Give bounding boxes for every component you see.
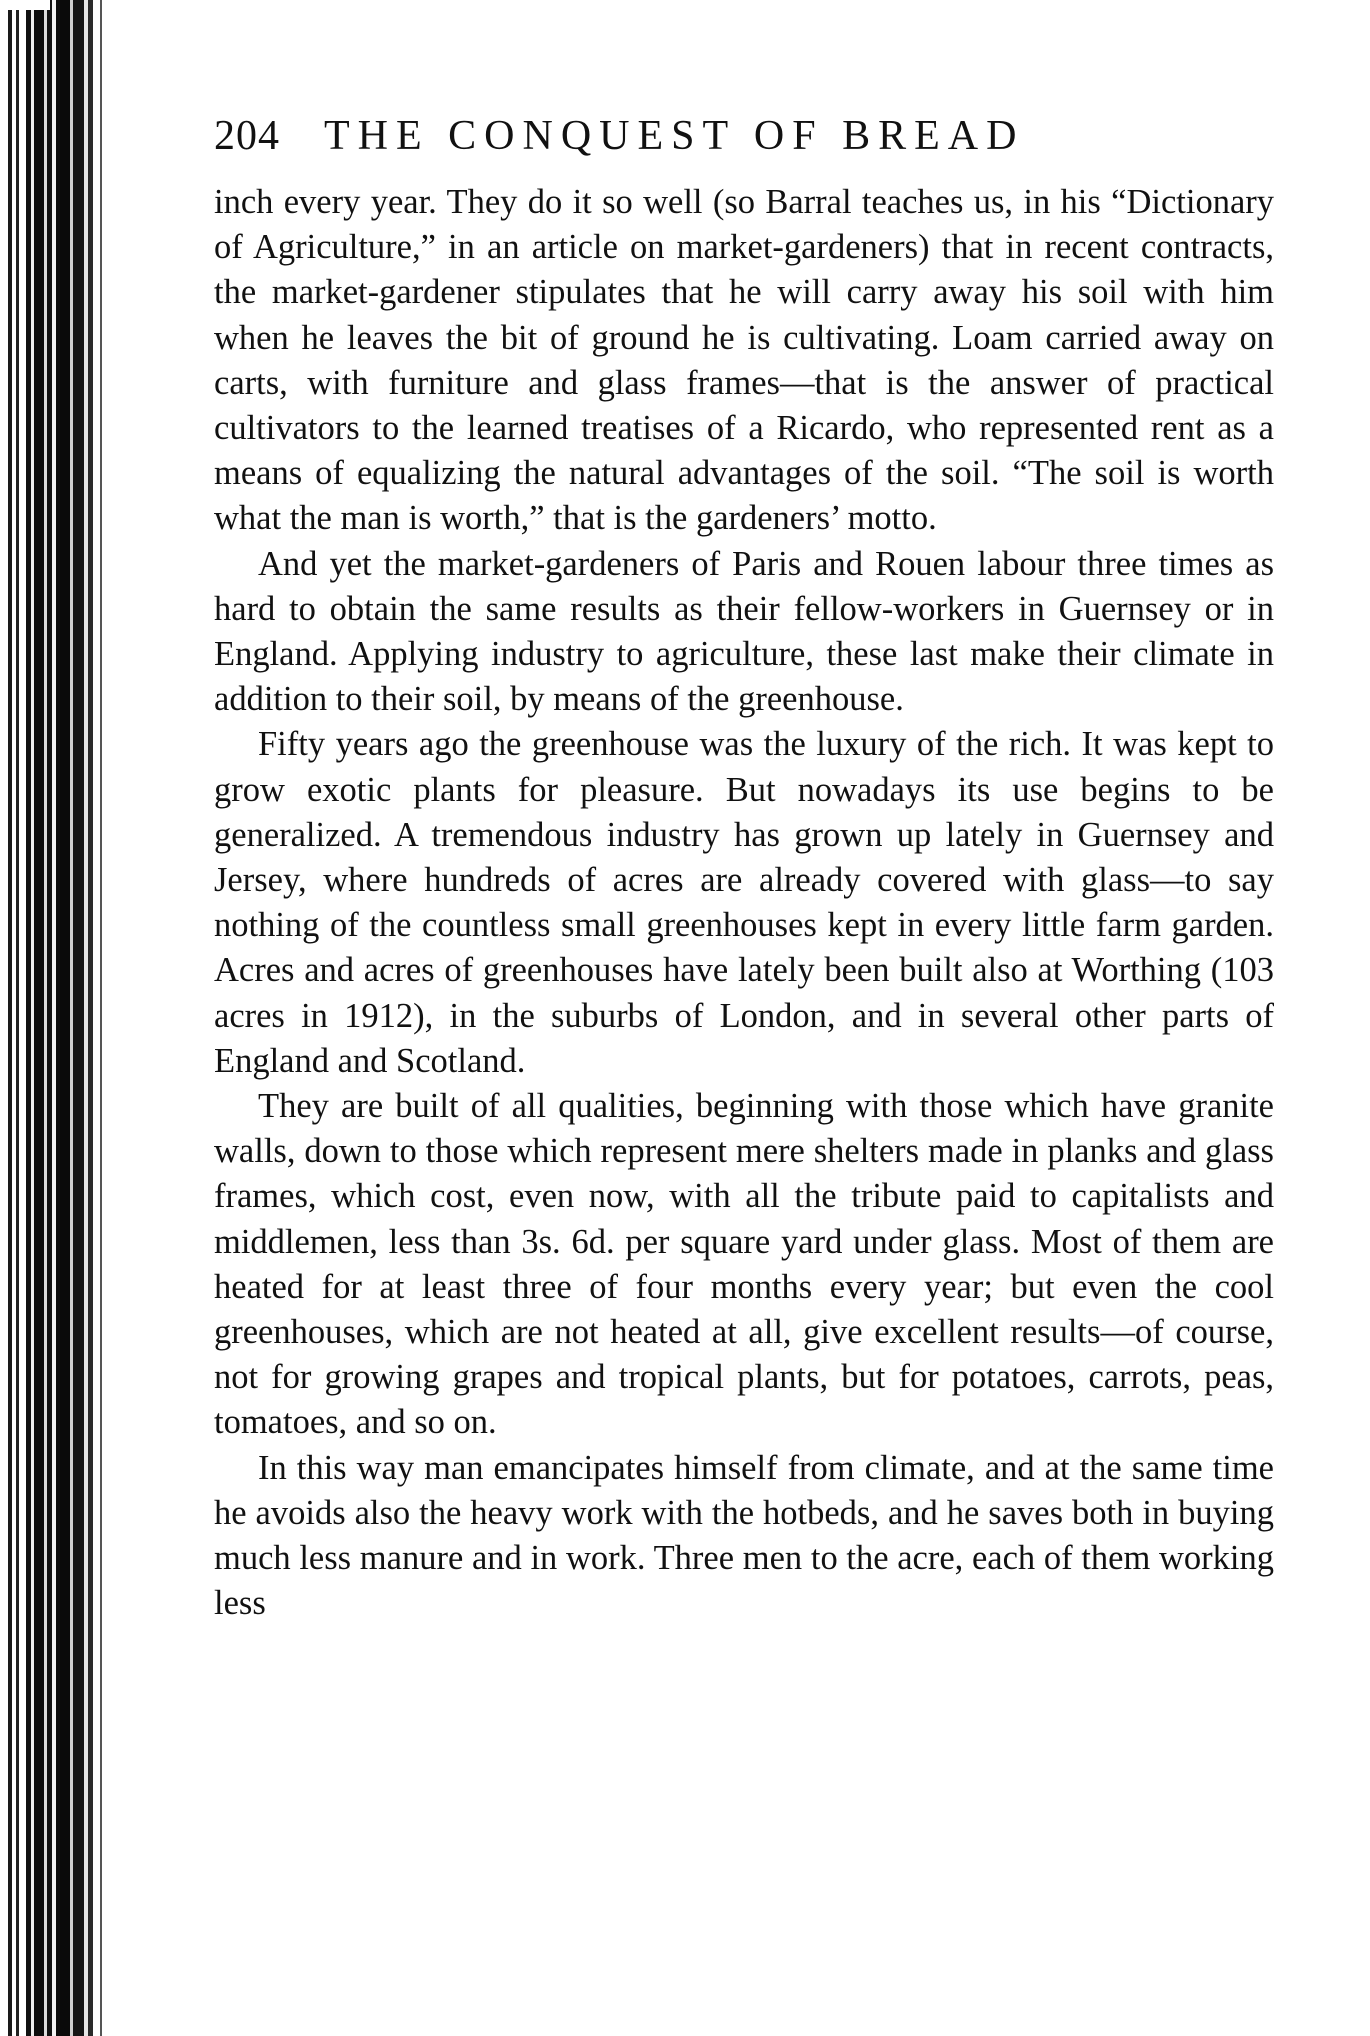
binding-gap — [0, 0, 50, 10]
book-binding-edge — [0, 0, 118, 2036]
book-page — [214, 112, 1274, 1627]
paragraph: Fifty years ago the greenhouse was the luxury of the rich. It was kept to grow exotic plants for pleasure. But nowadays its use begins to be generalized. A tremendous industry has grown up lately in Guernsey and Jersey, where hundreds of acres are already covered with glass—to say nothing of the countless small greenhouses kept in every little farm garden. Acres and acres of greenhouses have lately been built also at Worthing (103 acres in 1912), in the suburbs of London, and in several other parts of England and Scotland. — [214, 725, 1274, 1080]
running-head — [214, 112, 1274, 172]
body-text — [214, 180, 1274, 1627]
paragraph: And yet the market-gardeners of Paris and Rouen labour three times as hard to obtain the same results as their fellow-workers in Guernsey or in England. Applying industry to agriculture, these last make their climate in addition to their soil, by means of the greenhouse. — [214, 544, 1274, 719]
page-number: 204 — [214, 113, 280, 159]
paragraph: In this way man emancipates himself from climate, and at the same time he avoids also the heavy work with the hotbeds, and he saves both in buying much less manure and in work. Three men to the acre, each of them working less — [214, 1448, 1274, 1623]
paragraph: They are built of all qualities, beginning with those which have granite walls, down to those which represent mere shelters made in planks and glass frames, which cost, even now, with all the tribute paid to capitalists and middlemen, less than 3s. 6d. per square yard under glass. Most of them are heated for at least three of four months every year; but even the cool greenhouses, which are not heated at all, give excellent results—of course, not for growing grapes and tropical plants, but for potatoes, carrots, peas, tomatoes, and so on. — [214, 1087, 1274, 1442]
book-title: THE CONQUEST OF BREAD — [324, 113, 1025, 159]
paragraph-continued: inch every year. They do it so well (so Barral teaches us, in his “Dictionary of Agriculture,” in an article on market-gardeners) that in recent contracts, the market-gardener stipulates that he will carry away his soil with him when he leaves the bit of ground he is cultivating. Loam carried away on carts, with furniture and glass frames—that is the answer of practical cultivators to the learned treatises of a Ricardo, who represented rent as a means of equalizing the natural advantages of the soil. “The soil is worth what the man is worth,” that is the gardeners’ motto. — [214, 183, 1274, 538]
